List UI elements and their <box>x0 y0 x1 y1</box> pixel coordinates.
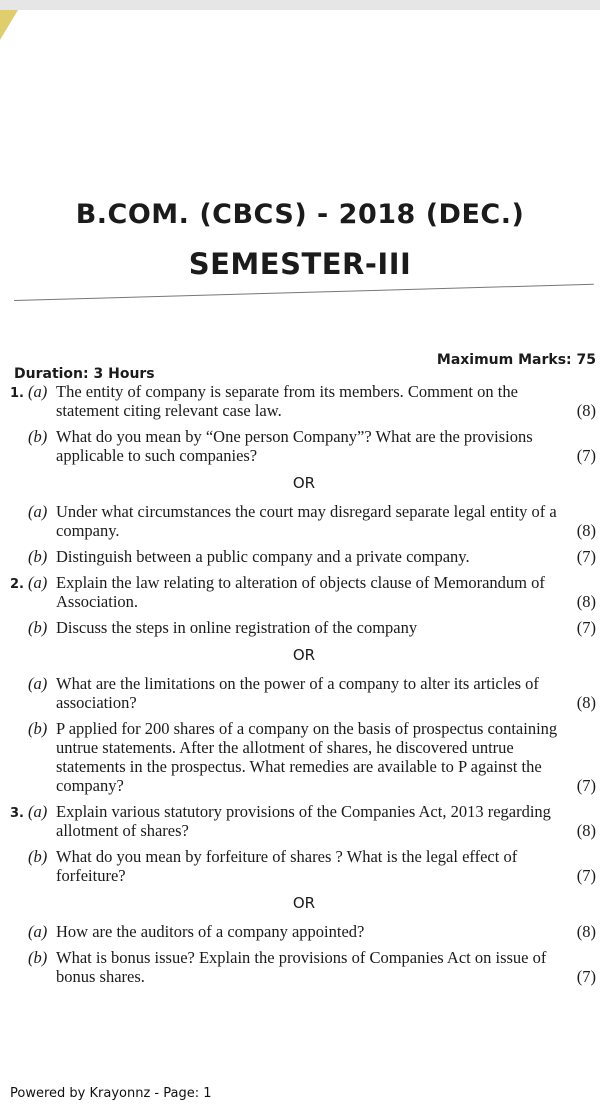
question-item <box>10 719 598 795</box>
question-text: What do you mean by forfeiture of shares ? What is the legal effect of forfeiture? <box>56 847 518 885</box>
question-item <box>10 922 598 941</box>
question-text: What is bonus issue? Explain the provisions of Companies Act on issue of bonus shares. <box>56 948 547 986</box>
question-text: Discuss the steps in online registration of the company <box>56 618 418 637</box>
question-part-letter: (b) <box>28 847 48 866</box>
question-marks: (7) <box>576 618 596 637</box>
question-marks: (8) <box>576 821 596 840</box>
question-marks: (7) <box>576 446 596 465</box>
question-marks: (7) <box>576 866 596 885</box>
question-text: Explain the law relating to alteration of objects clause of Memorandum of Association. <box>56 573 545 611</box>
top-band <box>0 0 600 10</box>
question-part-letter: (b) <box>28 719 48 738</box>
question-text: How are the auditors of a company appointed? <box>56 922 365 941</box>
question-item <box>10 847 598 885</box>
question-number: 1. <box>10 386 24 401</box>
question-marks: (8) <box>576 521 596 540</box>
question-text: Distinguish between a public company and a private company. <box>56 547 470 566</box>
question-number: 3. <box>10 806 24 821</box>
question-marks: (8) <box>576 401 596 420</box>
question-part-letter: (a) <box>28 382 48 401</box>
or-separator: OR <box>292 894 316 912</box>
question-marks: (8) <box>576 592 596 611</box>
question-marks: (7) <box>576 547 596 566</box>
question-item <box>10 547 598 566</box>
question-text: P applied for 200 shares of a company on the basis of prospectus containing untrue statements. After the allotment of shares, he discovered untrue statements in the prospectus. What remedies are available to P against the company? <box>56 719 558 795</box>
question-text: Explain various statutory provisions of the Companies Act, 2013 regarding allotment of shares? <box>56 802 551 840</box>
exam-title: B.COM. (CBCS) - 2018 (DEC.) <box>75 199 525 230</box>
duration-label: Duration: 3 Hours <box>14 366 155 382</box>
question-item <box>10 674 598 712</box>
question-item <box>10 427 598 465</box>
footer-credit: Powered by Krayonnz - Page: 1 <box>10 1086 212 1101</box>
question-part-letter: (a) <box>28 802 48 821</box>
question-part-letter: (b) <box>28 427 48 446</box>
question-item <box>10 502 598 540</box>
page-corner-mark <box>0 10 18 40</box>
question-part-letter: (a) <box>28 674 48 693</box>
question-item <box>10 618 598 637</box>
question-part-letter: (a) <box>28 922 48 941</box>
exam-header <box>0 195 600 287</box>
question-part-letter: (a) <box>28 502 48 521</box>
question-item <box>10 948 598 986</box>
question-item <box>10 573 598 611</box>
question-marks: (7) <box>576 776 596 795</box>
exam-meta <box>14 352 596 382</box>
or-separator: OR <box>292 474 316 492</box>
question-part-letter: (a) <box>28 573 48 592</box>
question-part-letter: (b) <box>28 948 48 967</box>
or-separator: OR <box>292 646 316 664</box>
max-marks-label: Maximum Marks: 75 <box>436 352 596 368</box>
question-marks: (8) <box>576 922 596 941</box>
question-marks: (7) <box>576 967 596 986</box>
question-item <box>10 802 598 840</box>
question-text: Under what circumstances the court may disregard separate legal entity of a company. <box>56 502 557 540</box>
question-text: What are the limitations on the power of a company to alter its articles of association? <box>56 674 539 712</box>
question-list <box>10 382 598 993</box>
question-part-letter: (b) <box>28 618 48 637</box>
question-item <box>10 382 598 420</box>
exam-semester: SEMESTER-III <box>188 247 412 281</box>
question-part-letter: (b) <box>28 547 48 566</box>
question-text: The entity of company is separate from its members. Comment on the statement citing relevant case law. <box>56 382 518 420</box>
question-text: What do you mean by “One person Company”? What are the provisions applicable to such companies? <box>56 427 533 465</box>
question-number: 2. <box>10 577 24 592</box>
question-marks: (8) <box>576 693 596 712</box>
